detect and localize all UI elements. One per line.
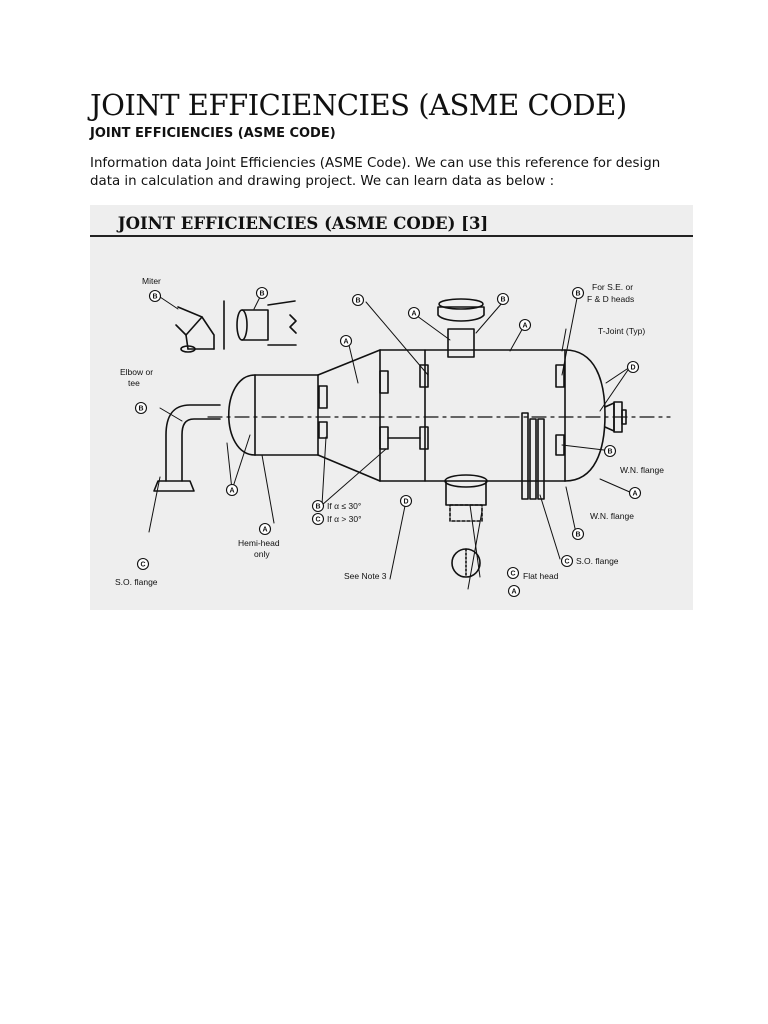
svg-text:B: B	[575, 531, 581, 539]
svg-text:A: A	[632, 490, 638, 498]
joint-a-flat-head	[509, 586, 520, 597]
svg-text:B: B	[607, 448, 613, 456]
svg-text:B: B	[500, 296, 506, 304]
joint-b-miter	[150, 291, 161, 302]
joint-b-cone	[313, 501, 324, 512]
joint-b-top-nozzle	[498, 294, 509, 305]
joint-b-so-flange	[573, 529, 584, 540]
joint-b-pipe	[257, 288, 268, 299]
label-hemi-2: only	[254, 549, 270, 559]
label-flat-head: Flat head	[523, 571, 559, 581]
label-se-1: For S.E. or	[592, 282, 634, 292]
svg-text:B: B	[315, 503, 321, 511]
page-title: JOINT EFFICIENCIES (ASME CODE)	[90, 88, 627, 122]
joint-a-cone	[341, 336, 352, 347]
svg-text:B: B	[152, 293, 158, 301]
svg-text:B: B	[138, 405, 144, 413]
joint-b-se-head	[573, 288, 584, 299]
svg-text:C: C	[315, 516, 321, 524]
svg-text:B: B	[575, 290, 581, 298]
label-see-note: See Note 3	[344, 571, 387, 581]
label-so-flange-bottom: S.O. flange	[576, 556, 619, 566]
joint-a-top-nozzle	[409, 308, 420, 319]
vessel-diagram	[90, 205, 693, 610]
svg-text:A: A	[229, 487, 235, 495]
label-miter: Miter	[142, 276, 161, 286]
joint-a-hemi	[227, 485, 238, 496]
joint-d-bottom-nozzle	[401, 496, 412, 507]
page-subtitle: JOINT EFFICIENCIES (ASME CODE)	[90, 126, 336, 141]
label-wn-flange-lower: W.N. flange	[590, 511, 634, 521]
svg-text:A: A	[262, 526, 268, 534]
joint-d-head	[628, 362, 639, 373]
joint-b-wn-flange	[605, 446, 616, 457]
svg-text:B: B	[355, 297, 361, 305]
joint-c-so-flange	[138, 559, 149, 570]
label-alpha-le: If α ≤ 30°	[327, 501, 362, 511]
joint-efficiencies-figure	[90, 205, 693, 610]
joint-a-shell	[520, 320, 531, 331]
svg-text:A: A	[343, 338, 349, 346]
svg-text:C: C	[140, 561, 146, 569]
joint-b-shell	[353, 295, 364, 306]
label-so-flange-left: S.O. flange	[115, 577, 158, 587]
label-elbow-2: tee	[128, 378, 140, 388]
joint-a-hemi-only	[260, 524, 271, 535]
label-alpha-gt: If α > 30°	[327, 514, 362, 524]
svg-text:A: A	[411, 310, 417, 318]
svg-text:D: D	[403, 498, 409, 506]
label-se-2: F & D heads	[587, 294, 635, 304]
label-wn-flange-upper: W.N. flange	[620, 465, 664, 475]
svg-text:C: C	[510, 570, 516, 578]
svg-text:A: A	[522, 322, 528, 330]
svg-text:A: A	[511, 588, 517, 596]
label-elbow-1: Elbow or	[120, 367, 154, 377]
svg-text:D: D	[630, 364, 636, 372]
joint-c-flat-head	[508, 568, 519, 579]
svg-text:B: B	[259, 290, 265, 298]
svg-text:C: C	[564, 558, 570, 566]
joint-a-wn-flange	[630, 488, 641, 499]
figure-title: JOINT EFFICIENCIES (ASME CODE) [3]	[117, 214, 489, 233]
intro-paragraph: Information data Joint Efficiencies (ASME Code). We can use this reference for design data in calculation and drawing project. We can learn data as below :	[90, 156, 661, 189]
label-tjoint: T-Joint (Typ)	[598, 326, 646, 336]
label-hemi-1: Hemi-head	[238, 538, 280, 548]
joint-c-so-flange-right	[562, 556, 573, 567]
joint-c-cone	[313, 514, 324, 525]
joint-b-elbow	[136, 403, 147, 414]
